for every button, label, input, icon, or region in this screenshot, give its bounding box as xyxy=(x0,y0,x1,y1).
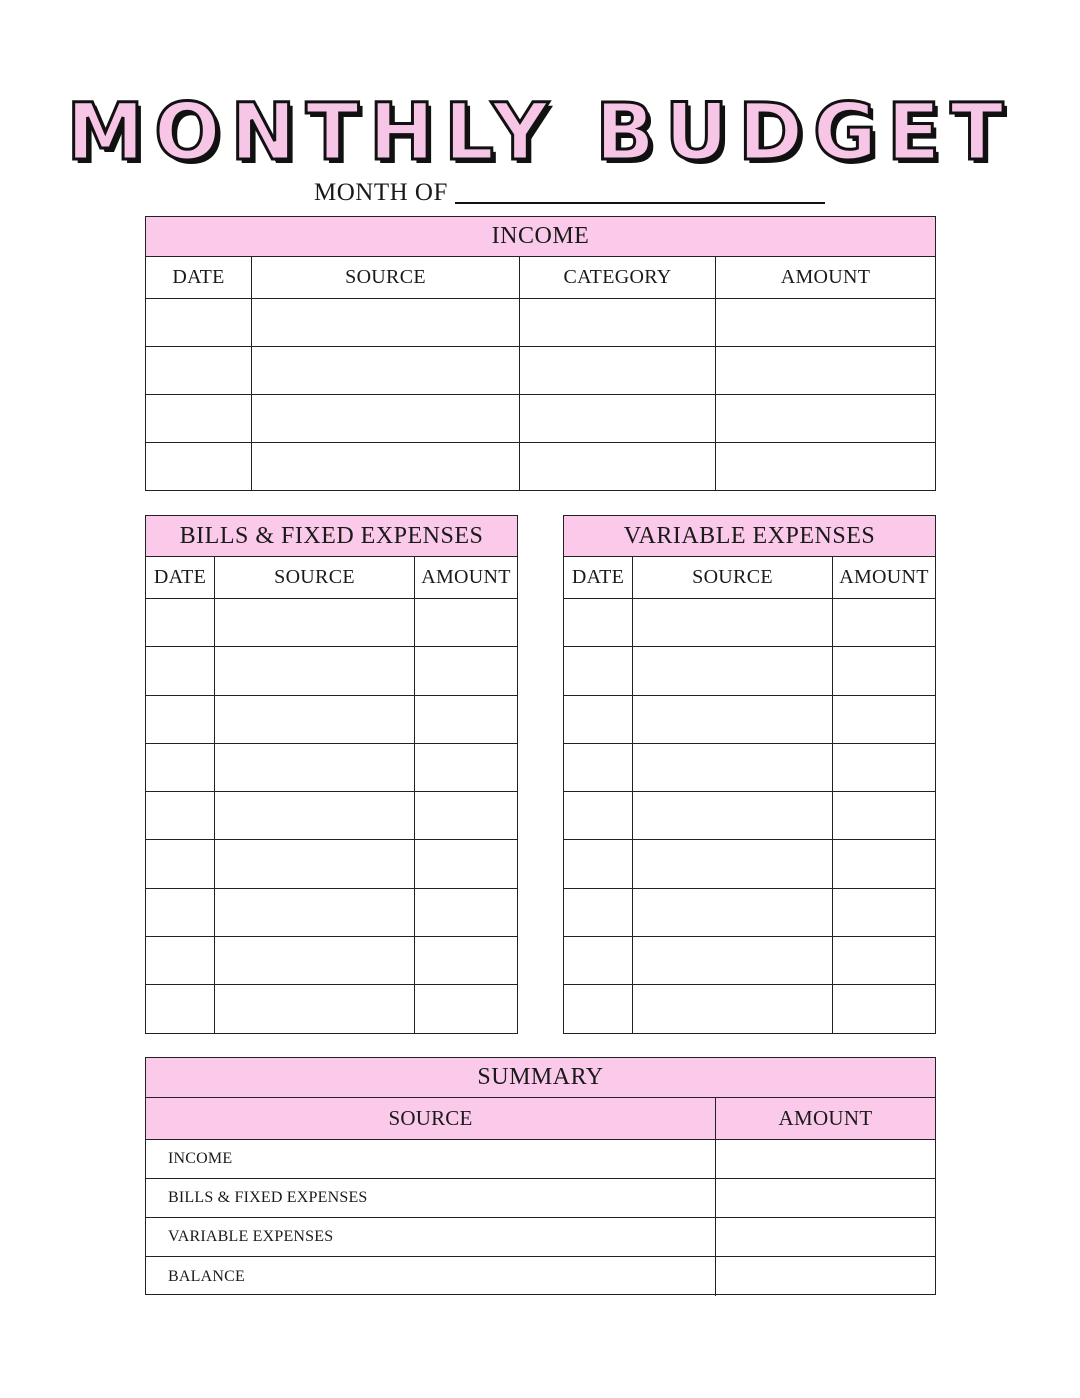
date-cell[interactable] xyxy=(146,985,215,1033)
summary-row-income xyxy=(146,1140,935,1179)
source-cell[interactable] xyxy=(215,792,415,839)
summary-table xyxy=(145,1057,936,1295)
month-of-label: MONTH OF xyxy=(314,179,448,206)
date-cell[interactable] xyxy=(564,696,633,743)
date-cell[interactable] xyxy=(146,937,215,984)
table-row xyxy=(564,647,935,695)
variable-column-headers xyxy=(564,557,935,599)
date-cell[interactable] xyxy=(146,792,215,839)
variable-heading: VARIABLE EXPENSES xyxy=(564,516,935,557)
date-cell[interactable] xyxy=(146,840,215,887)
bills-heading: BILLS & FIXED EXPENSES xyxy=(146,516,517,557)
amount-cell[interactable] xyxy=(833,696,935,743)
source-cell[interactable] xyxy=(633,889,833,936)
category-cell[interactable] xyxy=(520,347,716,394)
amount-cell[interactable] xyxy=(833,937,935,984)
table-row xyxy=(564,889,935,937)
table-row xyxy=(146,792,517,840)
summary-amount-cell[interactable] xyxy=(716,1257,935,1296)
summary-row-variable xyxy=(146,1218,935,1257)
date-cell[interactable] xyxy=(564,792,633,839)
column-header-amount: AMOUNT xyxy=(780,266,871,288)
amount-cell[interactable] xyxy=(833,744,935,791)
column-header-amount: AMOUNT xyxy=(778,1106,873,1130)
table-row xyxy=(564,599,935,647)
income-heading: INCOME xyxy=(146,217,935,257)
source-cell[interactable] xyxy=(215,599,415,646)
amount-cell[interactable] xyxy=(716,443,935,491)
date-cell[interactable] xyxy=(146,889,215,936)
income-column-headers xyxy=(146,257,935,299)
column-header-amount: AMOUNT xyxy=(421,566,511,588)
table-row xyxy=(564,744,935,792)
date-cell[interactable] xyxy=(564,647,633,694)
summary-row-balance xyxy=(146,1257,935,1296)
date-cell[interactable] xyxy=(146,696,215,743)
source-cell[interactable] xyxy=(215,744,415,791)
summary-amount-cell[interactable] xyxy=(716,1140,935,1178)
amount-cell[interactable] xyxy=(716,395,935,442)
summary-row-bills xyxy=(146,1179,935,1218)
amount-cell[interactable] xyxy=(833,840,935,887)
summary-heading: SUMMARY xyxy=(146,1058,935,1098)
source-cell[interactable] xyxy=(252,395,520,442)
date-cell[interactable] xyxy=(564,985,633,1033)
table-row xyxy=(146,696,517,744)
table-row xyxy=(564,696,935,744)
table-row xyxy=(146,395,935,443)
amount-cell[interactable] xyxy=(415,985,517,1033)
table-row xyxy=(146,937,517,985)
date-cell[interactable] xyxy=(564,840,633,887)
summary-label: BILLS & FIXED EXPENSES xyxy=(146,1179,716,1217)
source-cell[interactable] xyxy=(633,647,833,694)
source-cell[interactable] xyxy=(633,937,833,984)
amount-cell[interactable] xyxy=(415,696,517,743)
amount-cell[interactable] xyxy=(415,599,517,646)
amount-cell[interactable] xyxy=(833,985,935,1033)
column-header-category: CATEGORY xyxy=(520,257,716,298)
summary-column-headers xyxy=(146,1098,935,1140)
date-cell[interactable] xyxy=(564,744,633,791)
source-cell[interactable] xyxy=(252,443,520,491)
source-cell[interactable] xyxy=(215,696,415,743)
bills-column-headers xyxy=(146,557,517,599)
column-header-source: SOURCE xyxy=(633,557,833,598)
amount-cell[interactable] xyxy=(833,647,935,694)
variable-rows xyxy=(564,599,935,1034)
source-cell[interactable] xyxy=(252,299,520,346)
source-cell[interactable] xyxy=(633,696,833,743)
summary-label: INCOME xyxy=(146,1140,716,1178)
column-header-source: SOURCE xyxy=(215,557,415,598)
bills-fixed-expenses-table xyxy=(145,515,518,1034)
column-header-date: DATE xyxy=(146,557,215,598)
date-cell[interactable] xyxy=(564,889,633,936)
page-title: MONTHLY BUDGET xyxy=(66,88,1014,178)
date-cell[interactable] xyxy=(564,599,633,646)
summary-amount-cell[interactable] xyxy=(716,1179,935,1217)
amount-cell[interactable] xyxy=(833,889,935,936)
source-cell[interactable] xyxy=(633,985,833,1033)
date-cell[interactable] xyxy=(146,599,215,646)
table-row xyxy=(146,347,935,395)
table-row xyxy=(146,647,517,695)
source-cell[interactable] xyxy=(215,647,415,694)
amount-cell[interactable] xyxy=(716,299,935,346)
date-cell[interactable] xyxy=(146,443,252,491)
date-cell[interactable] xyxy=(146,744,215,791)
summary-amount-cell[interactable] xyxy=(716,1218,935,1256)
amount-cell[interactable] xyxy=(415,840,517,887)
source-cell[interactable] xyxy=(633,599,833,646)
column-header-date: DATE xyxy=(146,257,252,298)
table-row xyxy=(146,744,517,792)
table-row xyxy=(146,299,935,347)
date-cell[interactable] xyxy=(564,937,633,984)
summary-label: BALANCE xyxy=(146,1257,716,1296)
category-cell[interactable] xyxy=(520,395,716,442)
amount-cell[interactable] xyxy=(833,792,935,839)
amount-cell[interactable] xyxy=(415,647,517,694)
source-cell[interactable] xyxy=(215,840,415,887)
amount-cell[interactable] xyxy=(415,937,517,984)
table-row xyxy=(146,840,517,888)
source-cell[interactable] xyxy=(633,792,833,839)
source-cell[interactable] xyxy=(633,744,833,791)
amount-cell[interactable] xyxy=(415,744,517,791)
column-header-source: SOURCE xyxy=(252,257,520,298)
amount-cell[interactable] xyxy=(833,599,935,646)
income-table xyxy=(145,216,936,491)
column-header-source: SOURCE xyxy=(146,1098,716,1139)
category-cell[interactable] xyxy=(520,299,716,346)
table-row xyxy=(146,985,517,1033)
date-cell[interactable] xyxy=(146,347,252,394)
month-of-field[interactable] xyxy=(455,202,825,204)
variable-expenses-table xyxy=(563,515,936,1034)
date-cell[interactable] xyxy=(146,299,252,346)
table-row xyxy=(146,889,517,937)
date-cell[interactable] xyxy=(146,647,215,694)
source-cell[interactable] xyxy=(252,347,520,394)
amount-cell[interactable] xyxy=(415,792,517,839)
table-row xyxy=(564,792,935,840)
table-row xyxy=(564,937,935,985)
table-row xyxy=(146,599,517,647)
amount-cell[interactable] xyxy=(716,347,935,394)
column-header-date: DATE xyxy=(564,557,633,598)
table-row xyxy=(564,840,935,888)
amount-cell[interactable] xyxy=(415,889,517,936)
source-cell[interactable] xyxy=(215,985,415,1033)
table-row xyxy=(564,985,935,1033)
date-cell[interactable] xyxy=(146,395,252,442)
source-cell[interactable] xyxy=(215,937,415,984)
column-header-amount: AMOUNT xyxy=(839,566,929,588)
summary-label: VARIABLE EXPENSES xyxy=(146,1218,716,1256)
category-cell[interactable] xyxy=(520,443,716,491)
table-row xyxy=(146,443,935,491)
bills-rows xyxy=(146,599,517,1034)
source-cell[interactable] xyxy=(633,840,833,887)
source-cell[interactable] xyxy=(215,889,415,936)
